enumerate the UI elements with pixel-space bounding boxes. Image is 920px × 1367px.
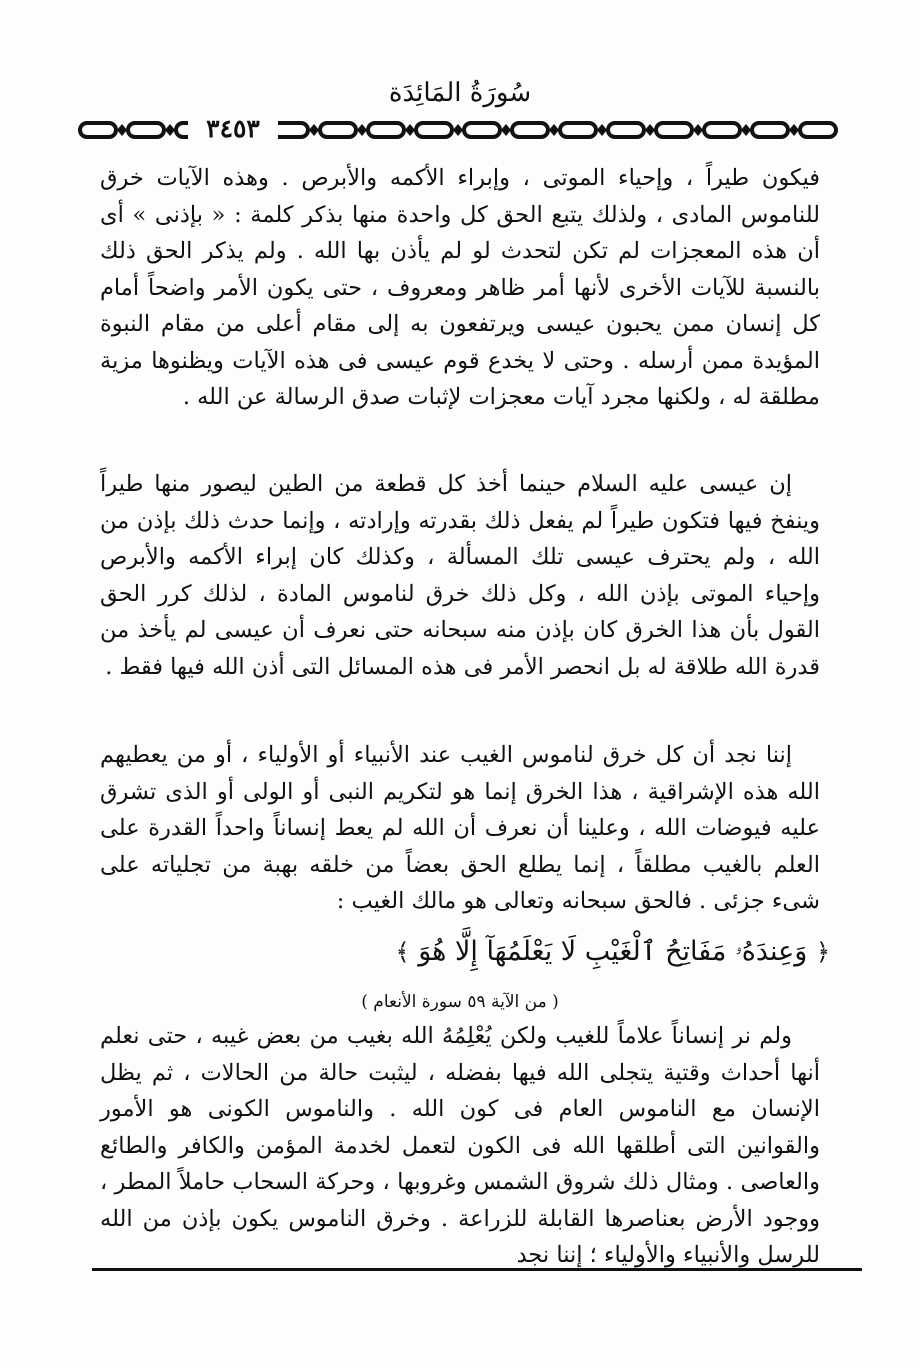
ornament-link	[320, 123, 356, 137]
ornament-link	[368, 123, 404, 137]
ornament-diamond	[117, 124, 127, 136]
ornament-diamond	[165, 124, 175, 136]
ornament-diamond	[693, 124, 703, 136]
verse-close-bracket: ﴾	[395, 938, 410, 966]
ornament-link	[752, 123, 788, 137]
ornament-link	[512, 123, 548, 137]
paragraph-4-text: ولم نر إنساناً علاماً للغيب ولكن يُعْلِمُهُ الله بغيب من بعض غيبه ، حتى نعلم أنها أحداث وقتية يتجلى الله فيها بفضله ، ليثبت حالة من الحالات ، ثم يظل الإنسان مع الناموس العام فى كون الله . والناموس الكونى هو الأمور والقوانين التى أطلقها الله فى الكون لتعمل لخدمة المؤمن والكافر والطائع والعاصى . ومثال ذلك شروق الشمس وغروبها ، وحركة السحاب حاملاً المطر ، ووجود الأرض بعناصرها القابلة للزراعة . وخرق الناموس يكون بإذن من الله للرسل والأنبياء والأولياء ؛ إننا نجد	[100, 1023, 820, 1268]
paragraph-4	[100, 1018, 820, 1274]
verse-open-bracket: ﴿	[815, 938, 830, 966]
ornament-link	[416, 123, 452, 137]
quran-verse	[140, 936, 830, 968]
footer-rule	[92, 1268, 862, 1271]
ornament-link	[656, 123, 692, 137]
paragraph-2	[100, 466, 820, 685]
ornament-diamond	[453, 124, 463, 136]
paragraph-1-text: فيكون طيراً ، وإحياء الموتى ، وإبراء الأكمه والأبرص . وهذه الآيات خرق للناموس المادى ، ولذلك يتبع الحق كل واحدة منها بذكر كلمة : « بإذنى » أى أن هذه المعجزات لم تكن لتحدث لو لم يأذن بها الله . ولم يذكر الحق ذلك بالنسبة للآيات الأخرى لأنها أمر ظاهر ومعروف ، حتى يكون الأمر واضحاً أمام كل إنسان ممن يحبون عيسى ويرتفعون به إلى مقام أعلى من مقام النبوة المؤيدة ممن أرسله . وحتى لا يخدع قوم عيسى فى هذه الآيات ويظنوها مزية مطلقة له ، ولكنها مجرد آيات معجزات لإثبات صدق الرسالة عن الله .	[100, 165, 820, 410]
paragraph-1	[100, 160, 820, 416]
ornament-diamond	[741, 124, 751, 136]
paragraph-3	[100, 737, 820, 920]
ornament-link	[560, 123, 596, 137]
ornament-diamond	[357, 124, 367, 136]
ornament-link	[800, 123, 836, 137]
verse-reference: ( من الآية ٥٩ سورة الأنعام )	[361, 992, 559, 1012]
ornament-link	[704, 123, 740, 137]
ornament-diamond	[549, 124, 559, 136]
ornament-link	[80, 123, 116, 137]
verse-text: وَعِندَهُۥ مَفَاتِحُ ٱلْغَيْبِ لَا يَعْلَمُهَآ إِلَّا هُوَ	[418, 936, 808, 967]
ornament-diamond	[597, 124, 607, 136]
ornament-link	[128, 123, 164, 137]
ornament-diamond	[405, 124, 415, 136]
ornament-link	[464, 123, 500, 137]
page-number: ٣٤٥٣	[188, 114, 278, 144]
ornament-diamond	[645, 124, 655, 136]
surah-title: سُورَةُ المَائِدَة	[388, 78, 532, 108]
ornament-link	[608, 123, 644, 137]
ornament-diamond	[309, 124, 319, 136]
paragraph-3-text: إننا نجد أن كل خرق لناموس الغيب عند الأنبياء أو الأولياء ، أو من يعطيهم الله هذه الإشراقية ، هذا الخرق إنما هو لتكريم النبى أو الولى أو الذى تشرق عليه فيوضات الله ، وعلينا أن نعرف أن الله لم يعط إنساناً واحداً القدرة على العلم بالغيب مطلقاً ، إنما يطلع الحق بعضاً من خلقه بهبة من تجلياته على شىء جزئى . فالحق سبحانه وتعالى هو مالك الغيب :	[100, 742, 820, 914]
ornament-diamond	[501, 124, 511, 136]
ornament-diamond	[789, 124, 799, 136]
paragraph-2-text: إن عيسى عليه السلام حينما أخذ كل قطعة من الطين ليصور منها طيراً وينفخ فيها فتكون طيراً لم يفعل ذلك بقدرته وإرادته ، وإنما حدث ذلك بإذن من الله ، ولم يحترف عيسى تلك المسألة ، وكذلك كان إبراء الأكمه والأبرص وإحياء الموتى بإذن الله ، وكل ذلك خرق لناموس المادة ، لذلك كرر الحق القول بأن هذا الخرق كان بإذن منه سبحانه حتى نعرف أن عيسى لم يأخذ من قدرة الله طلاقة له بل انحصر الأمر فى هذه المسائل التى أذن الله فيها فقط .	[100, 471, 820, 680]
